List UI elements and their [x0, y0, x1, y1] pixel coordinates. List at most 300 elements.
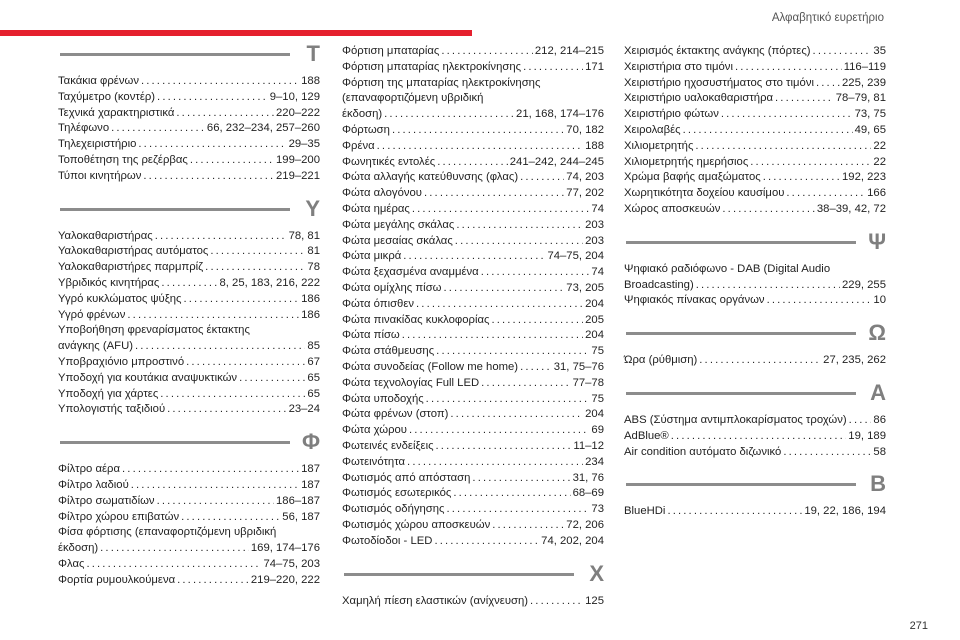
index-entry [624, 413, 886, 429]
index-entry [58, 557, 320, 573]
index-entry-label: Χειριστήριο υαλοκαθαριστήρα [624, 92, 774, 105]
index-entry-label: Ψηφιακός πίνακας οργάνων [624, 294, 765, 307]
index-entry [342, 44, 604, 60]
index-entry-label: Τεχνικά χαρακτηριστικά [58, 106, 175, 119]
dot-leader [402, 328, 583, 344]
index-entry [342, 107, 604, 123]
index-entry [624, 278, 886, 294]
index-entry-pages: 38–39, 42, 72 [816, 202, 886, 215]
index-entry [624, 202, 886, 218]
index-entry [624, 44, 886, 60]
index-entry-label: Φώτα μικρά [342, 250, 402, 263]
index-entry-label: Χώρος αποσκευών [624, 202, 721, 215]
index-entry [58, 573, 320, 589]
index-entry [342, 360, 604, 376]
index-entry-pages: 78, 81 [288, 229, 320, 242]
section-divider [626, 483, 856, 486]
dot-leader [157, 494, 274, 510]
section-letter: Υ [305, 195, 320, 221]
section-header [624, 471, 886, 504]
index-entry-label-line: Ψηφιακό ραδιόφωνο - DAB (Digital Audio [624, 262, 831, 275]
index-entry-label: Υποδοχή για χάρτες [58, 387, 159, 400]
index-entry-pages: 74 [591, 202, 604, 215]
index-entry [342, 344, 604, 360]
index-entry-pages: 31, 76 [572, 471, 604, 484]
section-letter: Τ [306, 41, 320, 66]
index-entry [342, 455, 604, 471]
index-entry-label: Χιλιομετρητής ημερήσιος [624, 155, 749, 168]
dot-leader [455, 234, 583, 250]
dot-leader [416, 297, 583, 313]
index-entry [58, 153, 320, 169]
index-entry [58, 387, 320, 403]
index-entry [624, 504, 886, 520]
index-entry-label: Broadcasting) [624, 278, 694, 291]
index-entry-pages: 219–221 [276, 169, 320, 182]
index-entry-label: Χιλιομετρητής [624, 139, 694, 152]
dot-leader [412, 202, 590, 218]
index-entry-label-line: (επαναφορτιζόμενη υβριδική [342, 92, 484, 105]
dot-leader [157, 90, 268, 106]
index-entry-label: Φωτισμός εσωτερικός [342, 487, 452, 500]
index-entry [342, 534, 604, 550]
index-entry-pages: 69 [591, 424, 604, 437]
index-entry-label-line: Φόρτιση της μπαταρίας ηλεκτροκίνησης [342, 76, 541, 89]
index-entry-label: AdBlue® [624, 429, 669, 442]
index-entry [58, 169, 320, 185]
index-entry-label: έκδοση) [342, 108, 383, 121]
dot-leader [384, 107, 514, 123]
index-entry [58, 260, 320, 276]
index-entry [342, 139, 604, 155]
dot-leader [492, 518, 564, 534]
index-entry-pages: 241–242, 244–245 [509, 155, 604, 168]
index-entry-label: Φώτα αλλαγής κατεύθυνσης (φλας) [342, 171, 519, 184]
dot-leader [721, 107, 853, 123]
index-entry [624, 76, 886, 92]
section-divider [60, 441, 290, 444]
dot-leader [143, 169, 274, 185]
index-entry-pages: 74–75, 203 [263, 557, 320, 570]
dot-leader [441, 44, 533, 60]
index-entry-pages: 78 [307, 261, 320, 274]
index-entry [58, 106, 320, 122]
index-entry-pages: 19, 22, 186, 194 [804, 505, 886, 518]
index-entry-pages: 204 [585, 408, 604, 421]
index-entry-label: Φώτα ομίχλης πίσω [342, 281, 442, 294]
index-entry-label: Υγρό φρένων [58, 308, 126, 321]
index-entry-pages: 74 [591, 266, 604, 279]
dot-leader [436, 344, 589, 360]
dot-leader [437, 155, 508, 171]
index-entry [58, 339, 320, 355]
dot-leader [407, 455, 583, 471]
section-divider [626, 332, 856, 335]
section-header [58, 41, 320, 74]
index-entry [624, 60, 886, 76]
dot-leader [161, 276, 217, 292]
index-entry [624, 123, 886, 139]
index-entry-label-line: Φίσα φόρτισης (επαναφορτιζόμενη υβριδική [58, 526, 277, 539]
index-entry-pages: 74–75, 204 [547, 250, 604, 263]
index-entry-label: Φωτισμός από απόσταση [342, 471, 471, 484]
dot-leader [155, 229, 287, 245]
index-entry-label: Υαλοκαθαριστήρες παρμπρίζ [58, 261, 204, 274]
index-entry-label: Φωτοδίοδοι - LED [342, 534, 433, 547]
index-entry [342, 265, 604, 281]
index-entry-label: Χειριστήρια στο τιμόνι [624, 60, 733, 73]
index-entry-pages: 234 [585, 455, 604, 468]
index-entry [342, 471, 604, 487]
index-entry-label: Φόρτωση [342, 123, 390, 136]
index-entry-label: Φόρτιση μπαταρίας [342, 45, 440, 57]
dot-leader [426, 392, 590, 408]
index-entry [342, 594, 604, 610]
index-entry-label: Υαλοκαθαριστήρας αυτόματος [58, 245, 209, 258]
index-entry [342, 313, 604, 329]
index-entry-label: Χρώμα βαφής αμαξώματος [624, 171, 761, 184]
section-header [624, 379, 886, 413]
index-entry-pages: 74, 203 [566, 171, 604, 184]
dot-leader [403, 249, 545, 265]
index-entry-pages: 188 [301, 75, 320, 87]
dot-leader [86, 557, 261, 573]
dot-leader [100, 541, 249, 557]
index-entry [58, 276, 320, 292]
dot-leader [186, 355, 305, 371]
index-entry-label: Τηλέφωνο [58, 122, 110, 135]
index-entry-label: Φώτα όπισθεν [342, 297, 415, 310]
dot-leader [699, 353, 821, 369]
index-entry-label: Φόρτιση μπαταρίας ηλεκτροκίνησης [342, 60, 522, 73]
index-entry-pages: 75 [591, 392, 604, 405]
section-header [342, 560, 604, 594]
index-entry-pages: 199–200 [276, 153, 320, 166]
dot-leader [210, 244, 305, 260]
index-entry-label: Φώτα χώρου [342, 424, 407, 437]
index-entry [624, 139, 886, 155]
index-entry-label: Φώτα ξεχασμένα αναμμένα [342, 266, 479, 279]
index-entry [342, 407, 604, 423]
index-entry [342, 249, 604, 265]
section-header [624, 320, 886, 353]
index-entry-label: Φορτία ρυμουλκούμενα [58, 573, 176, 586]
index-entry-pages: 56, 187 [282, 510, 320, 523]
index-entry [624, 155, 886, 171]
index-entry-label: Χειρολαβές [624, 123, 681, 136]
dot-leader [849, 413, 872, 429]
dot-leader [472, 471, 570, 487]
section-divider [626, 392, 856, 395]
index-entry-pages: 204 [585, 329, 604, 342]
index-entry-pages: 65 [307, 387, 320, 400]
dot-leader [786, 186, 865, 202]
index-section [342, 44, 604, 550]
index-entry [342, 234, 604, 250]
index-entry-pages: 70, 182 [566, 123, 604, 136]
index-entry-label: Τύποι κινητήρων [58, 169, 142, 182]
index-section [58, 195, 320, 419]
index-entry-pages: 85 [307, 340, 320, 353]
index-entry-pages: 187 [301, 478, 320, 491]
index-entry [58, 402, 320, 418]
index-entry-label: Τοποθέτηση της ρεζέρβας [58, 153, 188, 166]
index-entry [624, 170, 886, 186]
index-entry-label: Φώτα στάθμευσης [342, 345, 435, 358]
index-entry-pages: 10 [873, 294, 886, 307]
index-entry-label: Φίλτρο σωματιδίων [58, 494, 155, 507]
dot-leader [176, 106, 274, 122]
index-entry [58, 90, 320, 106]
index-entry [58, 74, 320, 90]
section-header [58, 195, 320, 229]
index-entry [342, 281, 604, 297]
dot-leader [671, 429, 847, 445]
index-entry-pages: 229, 255 [842, 278, 886, 291]
dot-leader [481, 376, 570, 392]
index-entry-pages: 171 [585, 60, 604, 73]
index-entry-label: Φώτα τεχνολογίας Full LED [342, 376, 480, 389]
index-entry-pages: 23–24 [288, 403, 320, 416]
index-entry-label: Χειρισμός έκτακτης ανάγκης (πόρτες) [624, 45, 811, 57]
index-entry [342, 518, 604, 534]
section-divider [626, 241, 856, 244]
index-entry-pages: 31, 75–76 [553, 360, 604, 373]
index-entry-label: Ταχύμετρο (κοντέρ) [58, 90, 156, 103]
dot-leader [424, 186, 564, 202]
index-entry [624, 445, 886, 461]
index-entry [624, 186, 886, 202]
index-entry-label: Χειριστήριο φώτων [624, 108, 719, 121]
index-entry [342, 218, 604, 234]
dot-leader [722, 202, 814, 218]
dot-leader [750, 155, 871, 171]
index-entry [342, 328, 604, 344]
index-entry [342, 202, 604, 218]
index-entry-pages: 125 [585, 594, 604, 607]
index-entry-pages: 66, 232–234, 257–260 [206, 122, 320, 135]
index-entry [58, 478, 320, 494]
index-entry [342, 123, 604, 139]
index-entry-label: Φρένα [342, 139, 375, 152]
index-entry-pages: 212, 214–215 [534, 45, 604, 57]
dot-leader [167, 402, 286, 418]
index-entry-pages: 67 [307, 355, 320, 368]
index-entry-label: Χειριστήριο ηχοσυστήματος στο τιμόνι [624, 76, 814, 89]
index-entry-label: έκδοση) [58, 542, 99, 555]
dot-leader [177, 573, 249, 589]
index-entry-pages: 169, 174–176 [250, 542, 320, 555]
index-entry-label: Τηλεχειριστήριο [58, 138, 137, 151]
dot-leader [667, 504, 802, 520]
index-entry-label: Φωτεινότητα [342, 455, 406, 468]
index-entry-label: Air condition αυτόματο διζωνικό [624, 445, 782, 458]
index-entry-label: Φωτεινές ενδείξεις [342, 439, 434, 452]
index-entry-pages: 29–35 [288, 138, 320, 151]
index-entry [342, 297, 604, 313]
section-letter: Χ [589, 560, 604, 586]
index-entry [342, 392, 604, 408]
index-entry-pages: 49, 65 [854, 123, 886, 136]
index-entry [624, 91, 886, 107]
index-entry [342, 170, 604, 186]
index-entry-pages: 77–78 [572, 376, 604, 389]
index-entry-pages: 73, 205 [566, 281, 604, 294]
index-entry [342, 60, 604, 76]
dot-leader [783, 445, 871, 461]
index-entry-pages: 22 [873, 155, 886, 168]
index-entry-label: Υποδοχή για κουτάκια αναψυκτικών [58, 371, 238, 384]
index-entry-pages: 219–220, 222 [250, 573, 320, 586]
index-entry-pages: 27, 235, 262 [823, 354, 886, 367]
index-entry-pages: 188 [585, 139, 604, 152]
dot-leader [813, 44, 872, 60]
index-entry [58, 308, 320, 324]
page-number: 271 [909, 620, 928, 632]
index-entry-pages: 86 [873, 413, 886, 426]
section-letter: Ψ [868, 228, 886, 254]
section-divider [60, 208, 290, 211]
index-entry-pages: 78–79, 81 [835, 92, 886, 105]
section-letter: Φ [301, 429, 320, 455]
index-entry-label: Υαλοκαθαριστήρας [58, 229, 153, 242]
index-column-1 [58, 41, 320, 603]
index-entry [58, 121, 320, 137]
index-entry [342, 486, 604, 502]
dot-leader [456, 218, 583, 234]
dot-leader [695, 139, 871, 155]
dot-leader [239, 371, 305, 387]
section-divider [60, 53, 290, 56]
index-entry-pages: 116–119 [843, 60, 886, 73]
index-entry-label: Υβριδικός κινητήρας [58, 276, 160, 289]
dot-leader [446, 502, 589, 518]
dot-leader [135, 339, 305, 355]
dot-leader [444, 281, 565, 297]
index-entry [58, 541, 320, 557]
index-entry-pages: 22 [873, 139, 886, 152]
index-entry-label-line: Υποβοήθηση φρεναρίσματος έκτακτης [58, 324, 250, 337]
index-entry [58, 244, 320, 260]
index-entry [342, 439, 604, 455]
index-entry-pages: 74, 202, 204 [541, 534, 604, 547]
section-letter: A [870, 379, 886, 405]
dot-leader [450, 407, 583, 423]
index-entry-label: Φώτα πίσω [342, 329, 400, 342]
dot-leader [491, 313, 583, 329]
index-entry-label: Υποβραχιόνιο μπροστινό [58, 355, 185, 368]
index-entry-label: Φίλτρο χώρου επιβατών [58, 510, 180, 523]
index-entry-pages: 35 [873, 45, 886, 57]
index-entry-pages: 65 [307, 371, 320, 384]
index-entry [624, 429, 886, 445]
index-column-3 [624, 44, 886, 534]
index-entry-pages: 205 [585, 313, 604, 326]
index-entry-pages: 186 [301, 308, 320, 321]
index-entry-pages: 21, 168, 174–176 [516, 108, 604, 121]
dot-leader [767, 293, 872, 309]
index-section [624, 379, 886, 460]
dot-leader [775, 91, 834, 107]
index-entry-label: Φωτισμός χώρου αποσκευών [342, 518, 491, 531]
dot-leader [453, 486, 570, 502]
dot-leader [392, 123, 564, 139]
index-entry-pages: 203 [585, 234, 604, 247]
index-entry-pages: 68–69 [572, 487, 604, 500]
dot-leader [696, 278, 840, 294]
index-entry-label: Φώτα αλογόνου [342, 187, 422, 200]
index-entry-label: Φώτα ημέρας [342, 202, 410, 215]
section-letter: B [870, 471, 886, 497]
index-entry-pages: 220–222 [276, 106, 320, 119]
index-entry-label: Χαμηλή πίεση ελαστικών (ανίχνευση) [342, 594, 529, 607]
index-entry-pages: 225, 239 [842, 76, 886, 89]
dot-leader [520, 360, 552, 376]
index-entry [58, 292, 320, 308]
index-entry [342, 502, 604, 518]
index-entry-label: Φλας [58, 557, 85, 570]
section-header [624, 228, 886, 262]
dot-leader [436, 439, 572, 455]
dot-leader [127, 308, 299, 324]
index-entry [342, 423, 604, 439]
section-divider [344, 573, 574, 576]
index-entry [58, 462, 320, 478]
index-entry [624, 353, 886, 369]
index-entry-label: Φώτα μεσαίας σκάλας [342, 234, 453, 247]
dot-leader [434, 534, 539, 550]
dot-leader [763, 170, 840, 186]
section-letter: Ω [868, 320, 886, 346]
index-entry [342, 155, 604, 171]
dot-leader [683, 123, 853, 139]
index-section [624, 471, 886, 520]
index-entry-label: Φώτα υποδοχής [342, 392, 424, 405]
top-accent-bar [0, 30, 472, 36]
index-entry-pages: 186–187 [276, 494, 320, 507]
index-entry [624, 107, 886, 123]
index-section [624, 44, 886, 218]
index-entry-label: Φίλτρο αέρα [58, 463, 121, 476]
index-entry-label: Φώτα φρένων (στοπ) [342, 408, 449, 421]
index-entry-label: Χωρητικότητα δοχείου καυσίμου [624, 187, 785, 200]
index-entry-label: Φώτα πινακίδας κυκλοφορίας [342, 313, 490, 326]
index-entry-label: Φωτισμός οδήγησης [342, 503, 445, 516]
index-entry [58, 494, 320, 510]
dot-leader [181, 510, 280, 526]
section-header [58, 429, 320, 462]
index-column-2 [342, 44, 604, 623]
index-entry-pages: 11–12 [573, 439, 604, 452]
index-entry [58, 510, 320, 526]
dot-leader [530, 594, 583, 610]
index-entry-pages: 75 [591, 345, 604, 358]
dot-leader [131, 478, 299, 494]
index-entry-pages: 58 [873, 445, 886, 458]
dot-leader [190, 153, 274, 169]
index-entry [342, 376, 604, 392]
index-entry-label: Υγρό κυκλώματος ψύξης [58, 292, 182, 305]
index-entry-pages: 186 [301, 292, 320, 305]
index-entry-pages: 166 [867, 187, 886, 200]
dot-leader [138, 137, 286, 153]
dot-leader [122, 462, 299, 478]
dot-leader [160, 387, 305, 403]
index-section [342, 560, 604, 610]
index-entry-pages: 8, 25, 183, 216, 222 [219, 276, 320, 289]
index-entry-label: Φίλτρο λαδιού [58, 478, 129, 491]
index-entry-label: ABS (Σύστημα αντιμπλοκαρίσματος τροχών) [624, 413, 847, 426]
